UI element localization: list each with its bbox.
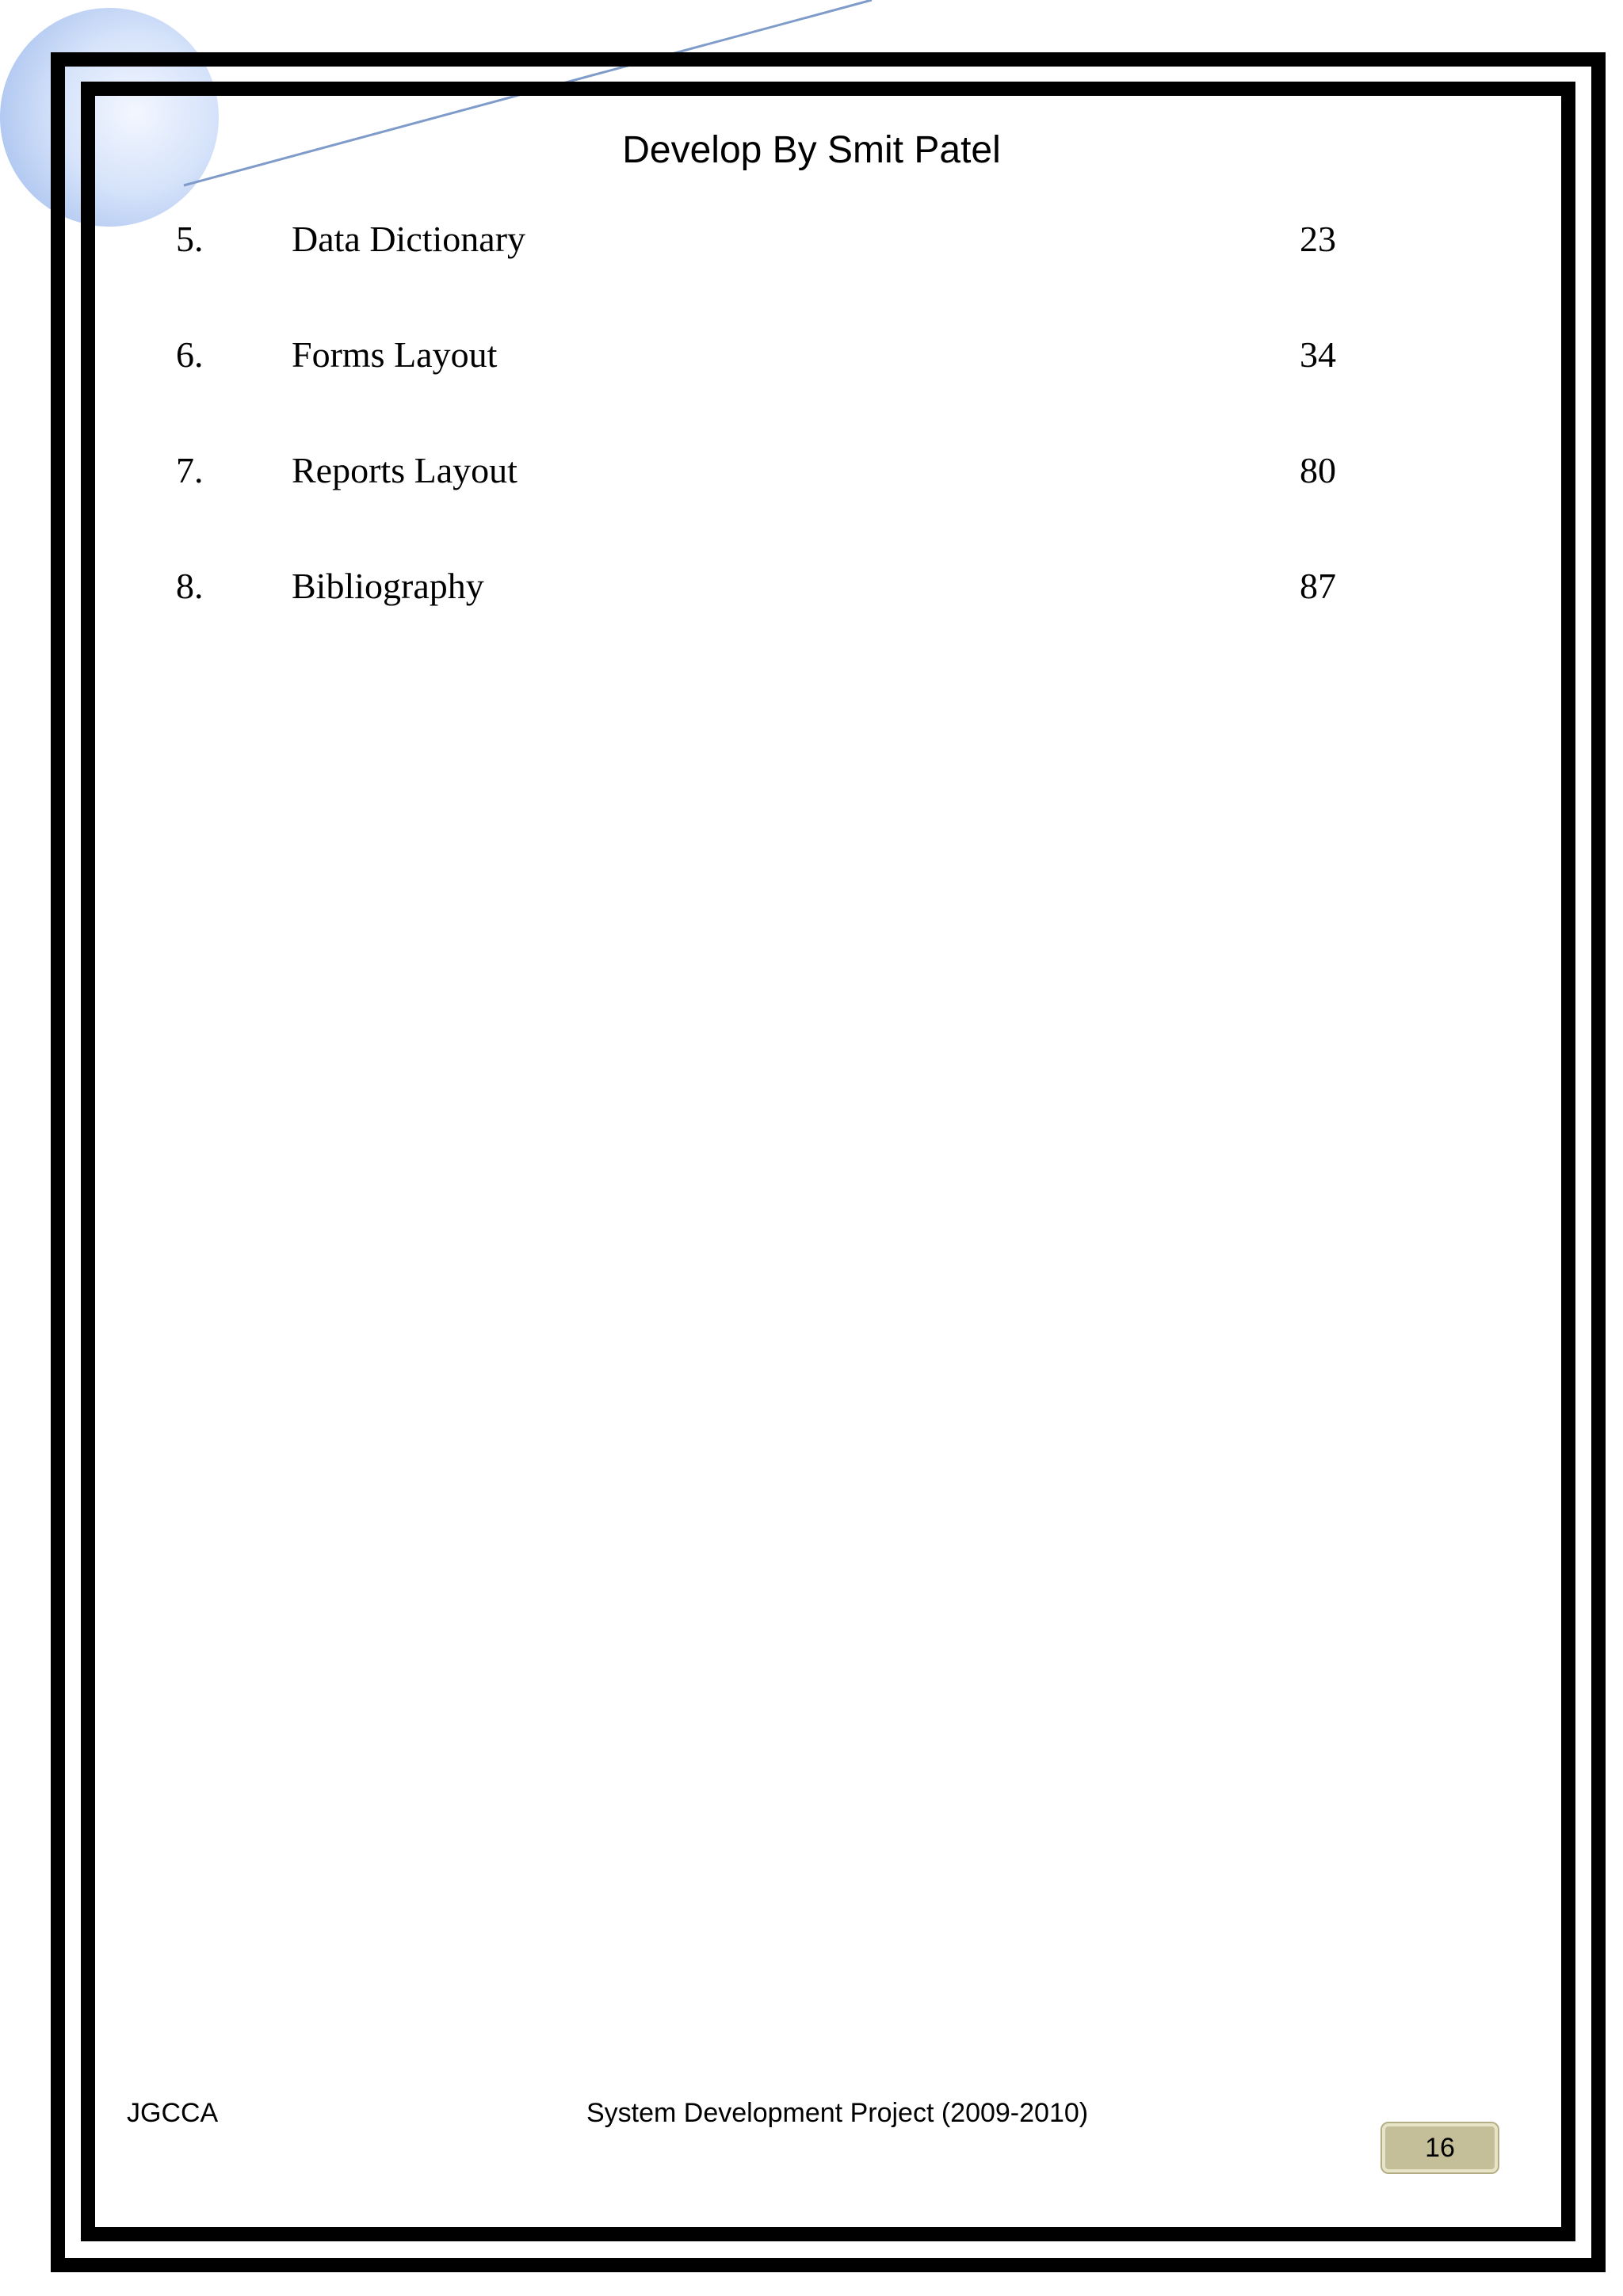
toc-row — [0, 334, 1623, 381]
toc-entry-title: Forms Layout — [292, 334, 498, 375]
toc-entry-page: 80 — [1300, 450, 1336, 490]
toc-entry-page: 87 — [1300, 566, 1336, 606]
toc-entry-page: 34 — [1300, 334, 1336, 375]
toc-entry-number: 5. — [176, 219, 204, 259]
toc-entry-number: 7. — [176, 450, 204, 490]
page-header-title: Develop By Smit Patel — [622, 129, 1001, 171]
page-border-inner — [81, 82, 1575, 2241]
toc-row — [0, 565, 1623, 612]
toc-row — [0, 449, 1623, 497]
toc-entry-title: Reports Layout — [292, 450, 517, 490]
toc-entry-title: Bibliography — [292, 566, 484, 606]
toc-entry-number: 6. — [176, 334, 204, 375]
footer-project-title: System Development Project (2009-2010) — [586, 2098, 1089, 2128]
toc-entry-number: 8. — [176, 566, 204, 606]
page-number-badge: 16 — [1382, 2123, 1498, 2172]
toc-entry-title: Data Dictionary — [292, 219, 526, 259]
toc-row — [0, 218, 1623, 265]
footer-institution: JGCCA — [127, 2098, 219, 2128]
toc-entry-page: 23 — [1300, 219, 1336, 259]
